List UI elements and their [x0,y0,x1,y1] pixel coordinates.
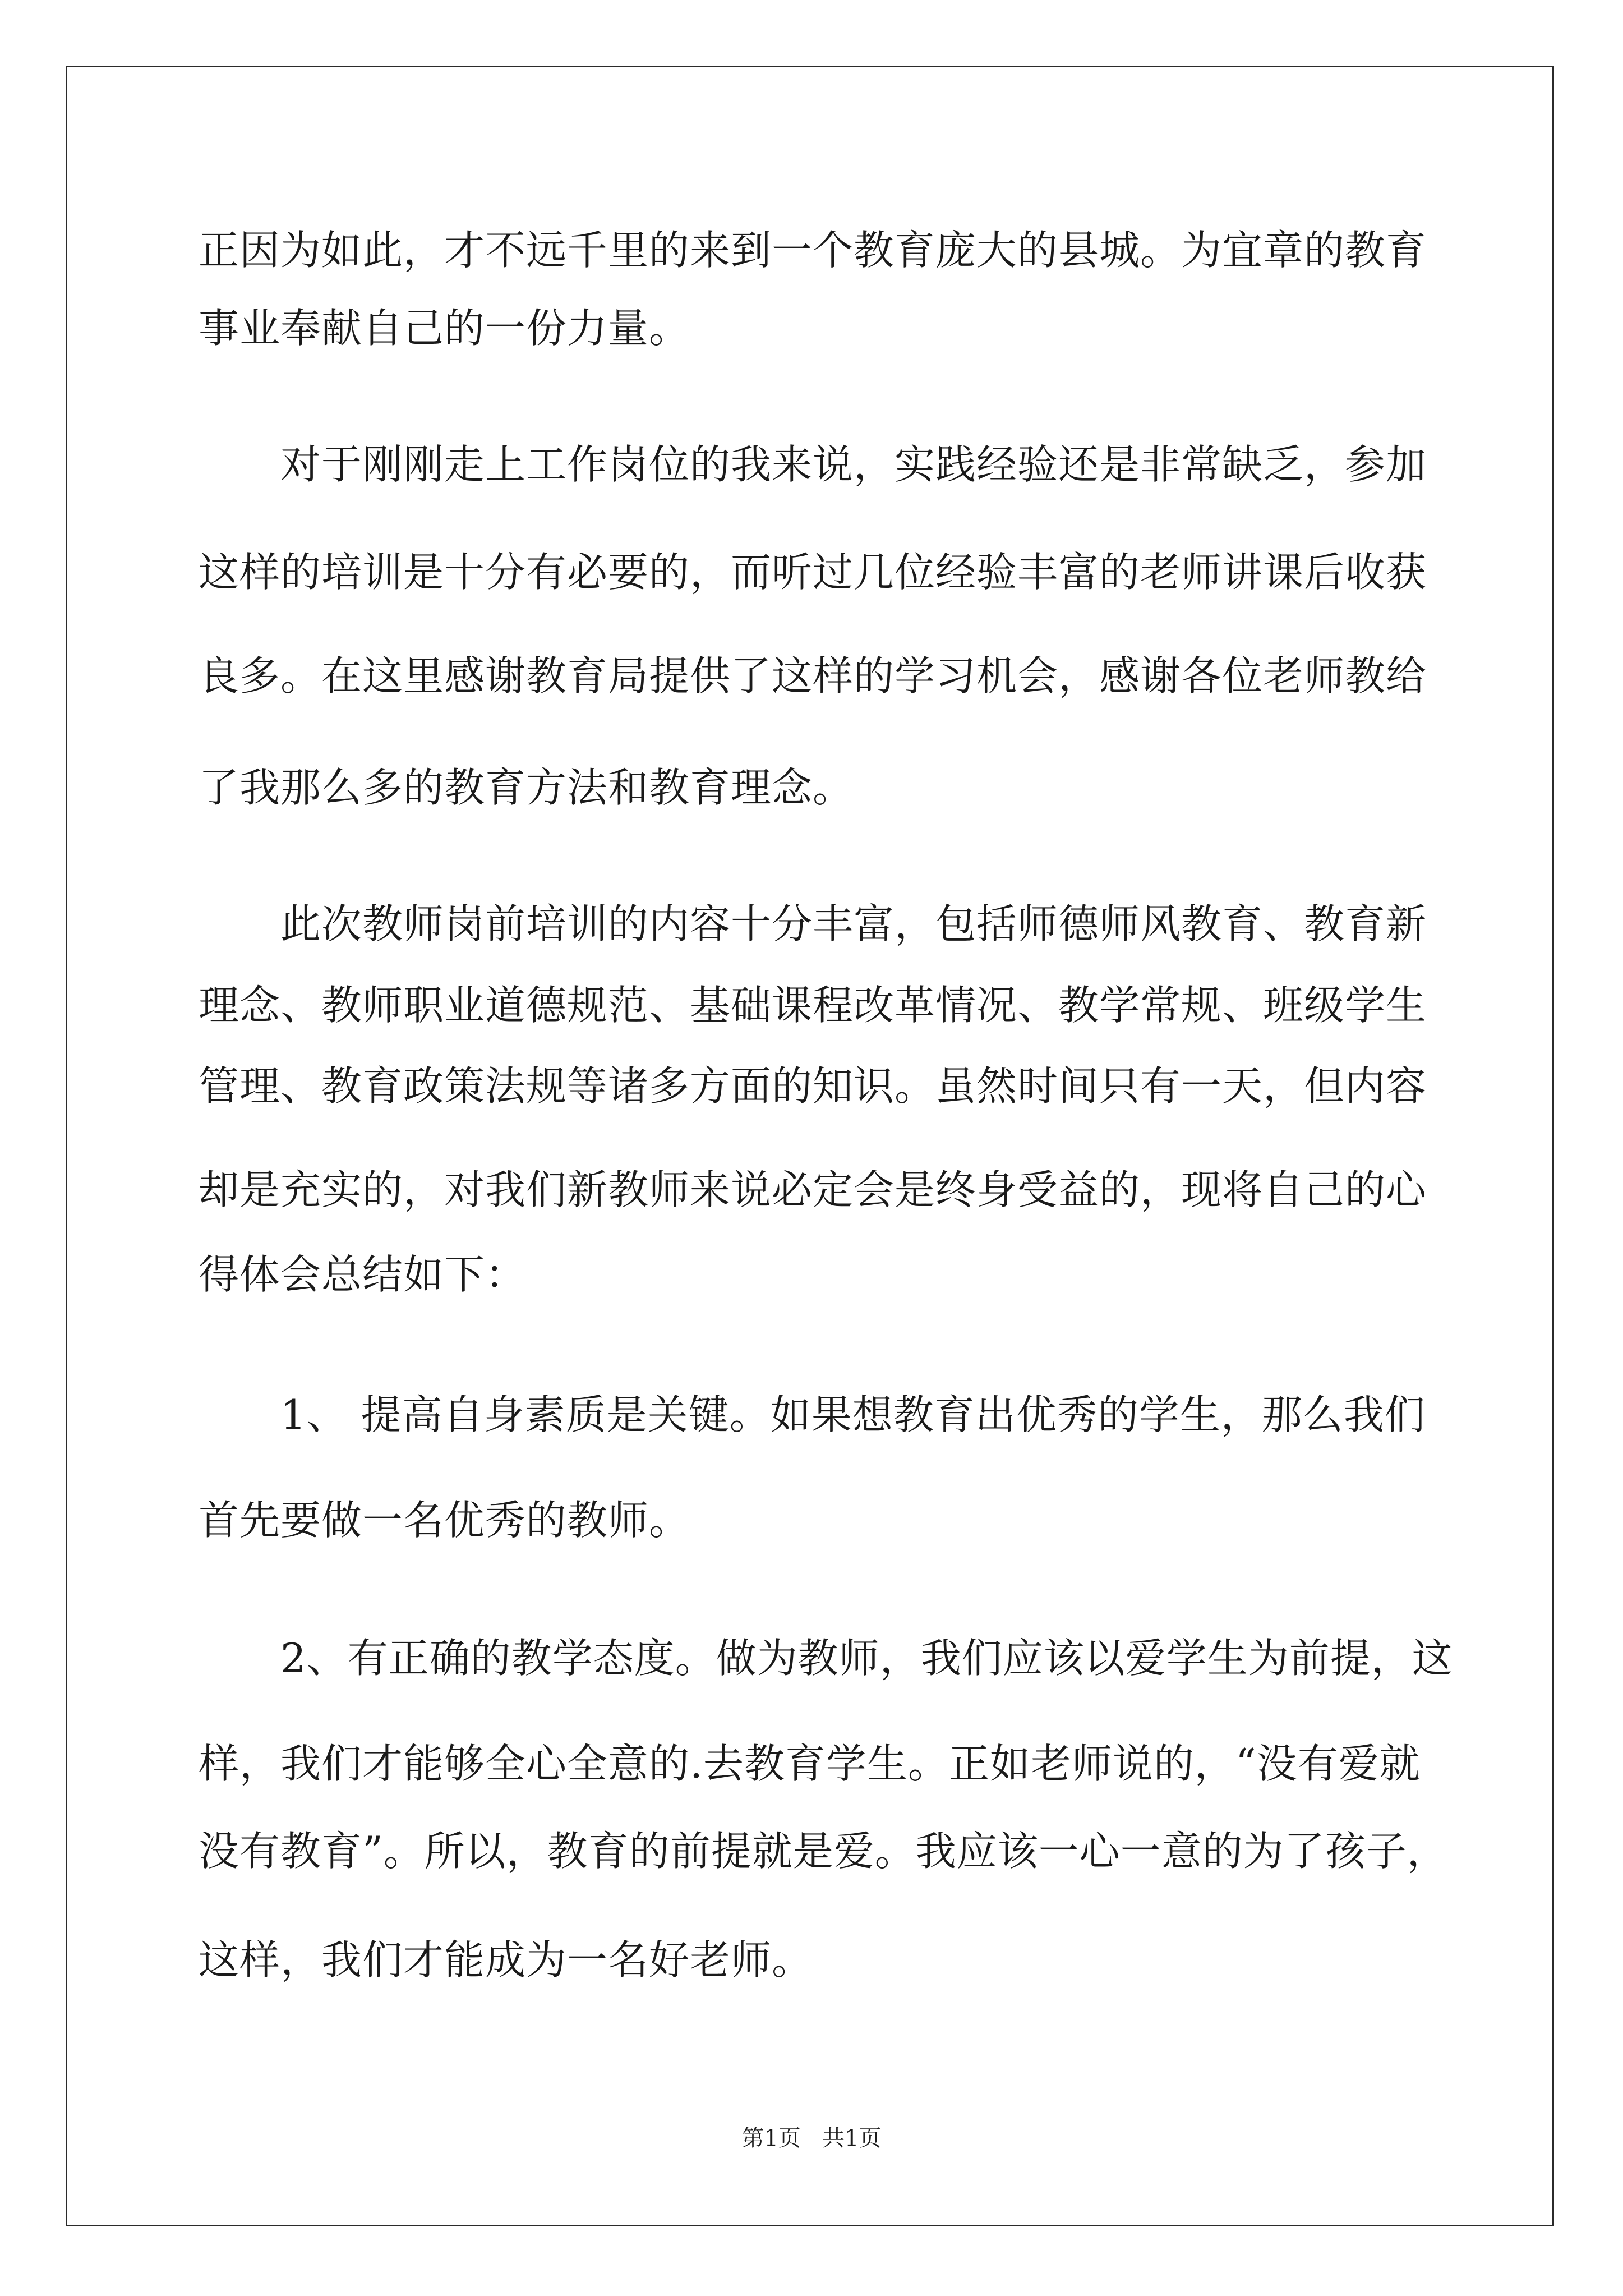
list-item-1-line-2: 首先要做一名优秀的教师。 [199,1497,690,1544]
page-border [66,66,1554,2226]
list-item-2-line-3: 没有教育”。所以，教育的前提就是爱。我应该一心一意的为了孩子， [199,1828,1448,1875]
paragraph-1-line-1: 正因为如此，才不远千里的来到一个教育庞大的县城。为宜章的教育 [199,227,1427,274]
list-item-2-line-1: 2、有正确的教学态度。做为教师，我们应该以爱学生为前提，这 [280,1635,1453,1682]
list-item-2-line-2: 样，我们才能够全心全意的.去教育学生。正如老师说的，“没有爱就 [199,1740,1421,1787]
paragraph-3-line-4: 却是充实的，对我们新教师来说必定会是终身受益的，现将自己的心 [199,1166,1427,1213]
list-item-1-line-1: 1、 提高自身素质是关键。如果想教育出优秀的学生，那么我们 [280,1391,1426,1438]
paragraph-2-line-1: 对于刚刚走上工作岗位的我来说，实践经验还是非常缺乏，参加 [280,441,1427,488]
paragraph-3-line-1: 此次教师岗前培训的内容十分丰富，包括师德师风教育、教育新 [280,900,1427,947]
paragraph-3-line-2: 理念、教师职业道德规范、基础课程改革情况、教学常规、班级学生 [199,982,1427,1029]
paragraph-2-line-2: 这样的培训是十分有必要的，而听过几位经验丰富的老师讲课后收获 [199,549,1427,596]
list-item-2-line-4: 这样，我们才能成为一名好老师。 [199,1936,813,1984]
paragraph-1-line-2: 事业奉献自己的一份力量。 [199,305,690,352]
paragraph-2-line-3: 良多。在这里感谢教育局提供了这样的学习机会，感谢各位老师教给 [199,652,1427,700]
paragraph-2-line-4: 了我那么多的教育方法和教育理念。 [199,764,854,811]
paragraph-3-line-5: 得体会总结如下： [199,1251,527,1298]
page-number-footer: 第1页 共1页 [741,2125,882,2151]
paragraph-3-line-3: 管理、教育政策法规等诸多方面的知识。虽然时间只有一天，但内容 [199,1062,1427,1110]
